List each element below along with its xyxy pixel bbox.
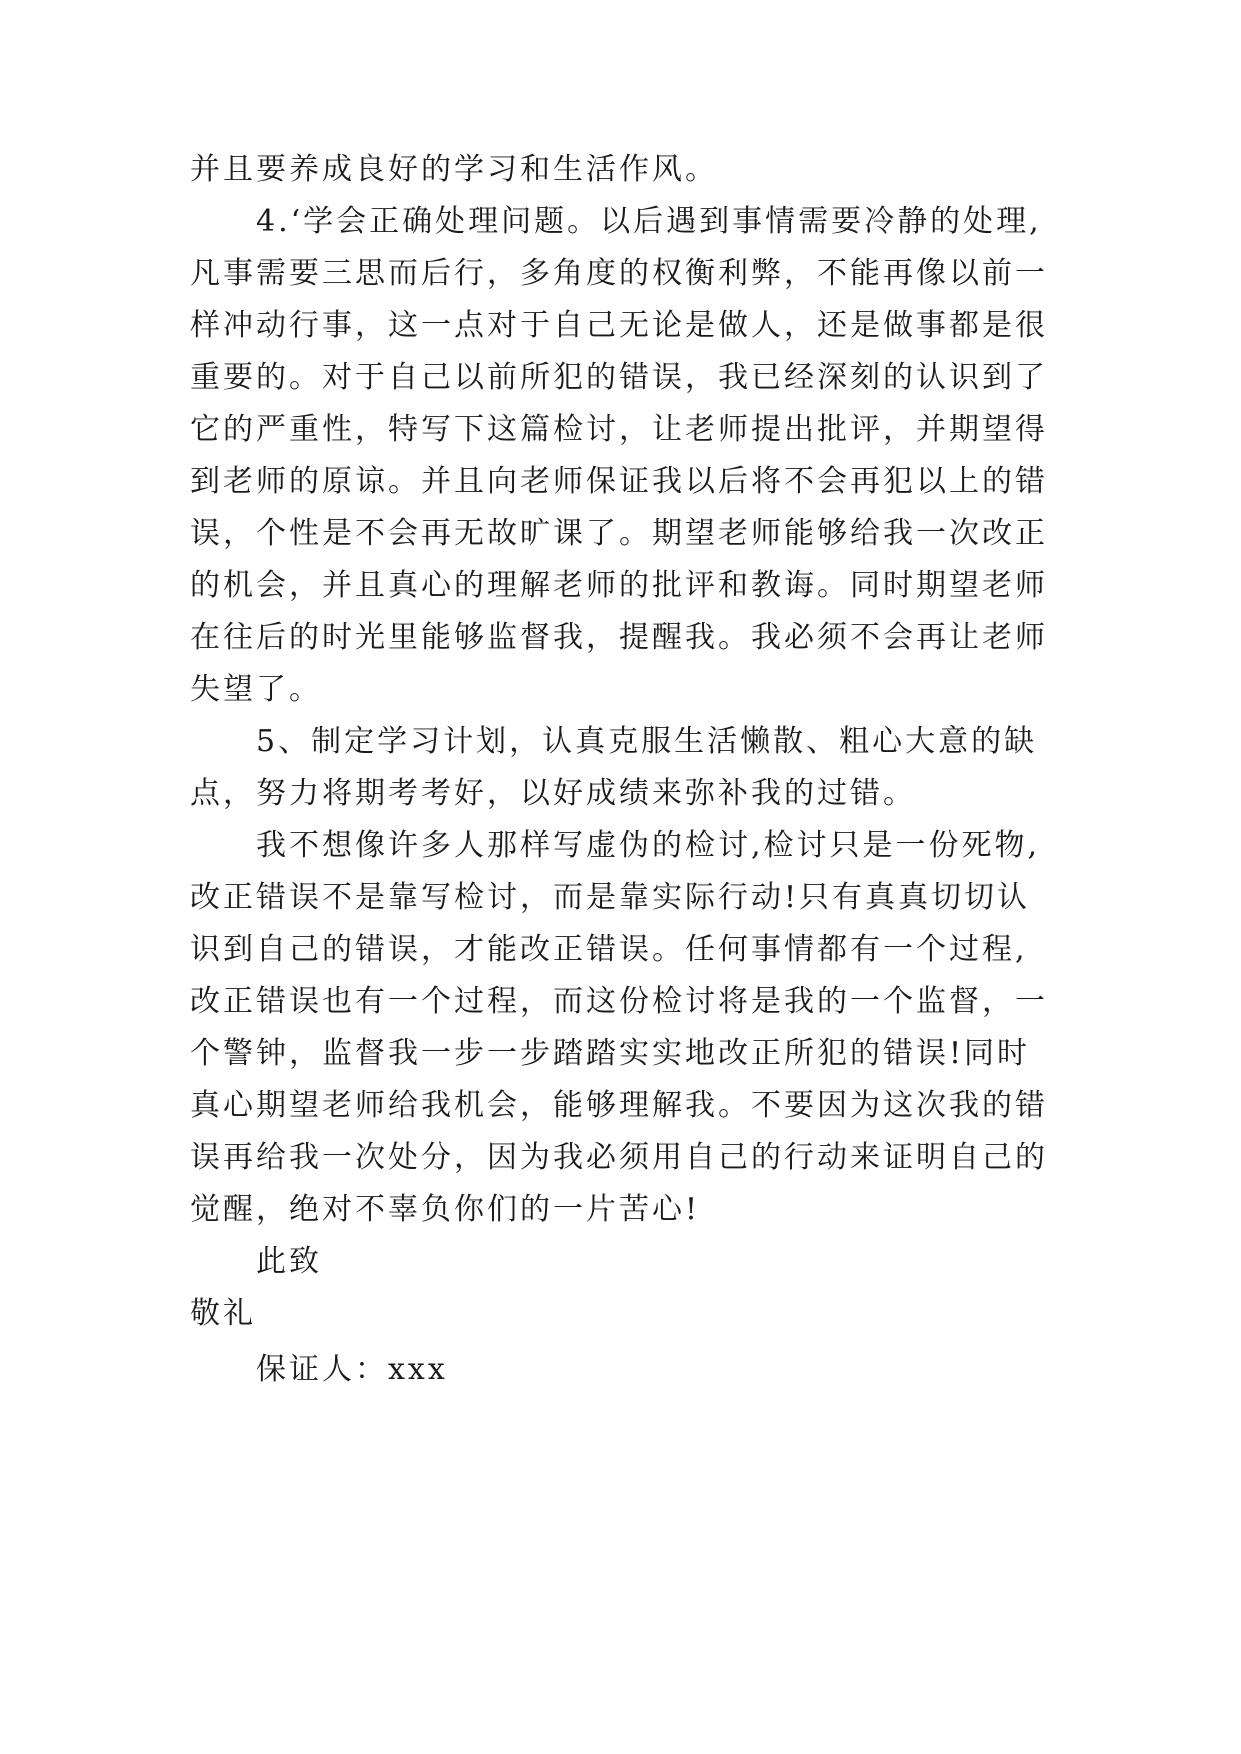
text-line: 样冲动行事，这一点对于自己无论是做人，还是做事都是很 xyxy=(190,308,1048,343)
text-line: 误再给我一次处分，因为我必须用自己的行动来证明自己的 xyxy=(190,1140,1048,1175)
text-line: 改正错误不是靠写检讨，而是靠实际行动!只有真真切切认 xyxy=(190,880,1031,915)
text-line: 改正错误也有一个过程，而这份检讨将是我的一个监督，一 xyxy=(190,984,1048,1019)
text-line: 在往后的时光里能够监督我，提醒我。我必须不会再让老师 xyxy=(190,620,1048,655)
text-line: 4.‘学会正确处理问题。以后遇到事情需要冷静的处理, xyxy=(256,204,1042,239)
text-line: 的机会，并且真心的理解老师的批评和教诲。同时期望老师 xyxy=(190,568,1048,603)
text-line: 误，个性是不会再无故旷课了。期望老师能够给我一次改正 xyxy=(190,516,1048,551)
text-line: 并且要养成良好的学习和生活作风。 xyxy=(190,152,718,187)
signature-line: 保证人：xxx xyxy=(256,1352,448,1387)
text-line: 觉醒，绝对不辜负你们的一片苦心! xyxy=(190,1192,701,1227)
text-line: 5、制定学习计划，认真克服生活懒散、粗心大意的缺 xyxy=(256,724,1038,759)
closing-regards: 敬礼 xyxy=(190,1296,256,1331)
text-line: 点，努力将期考考好，以好成绩来弥补我的过错。 xyxy=(190,776,916,811)
text-line: 重要的。对于自己以前所犯的错误，我已经深刻的认识到了 xyxy=(190,360,1048,395)
text-line: 失望了。 xyxy=(190,672,322,707)
text-line: 凡事需要三思而后行，多角度的权衡利弊，不能再像以前一 xyxy=(190,256,1048,291)
text-line: 真心期望老师给我机会，能够理解我。不要因为这次我的错 xyxy=(190,1088,1048,1123)
text-line: 它的严重性，特写下这篇检讨，让老师提出批评，并期望得 xyxy=(190,412,1048,447)
closing-salutation: 此致 xyxy=(256,1244,322,1279)
text-line: 识到自己的错误，才能改正错误。任何事情都有一个过程, xyxy=(190,932,1028,967)
text-line: 个警钟，监督我一步一步踏踏实实地改正所犯的错误!同时 xyxy=(190,1036,1031,1071)
text-line: 到老师的原谅。并且向老师保证我以后将不会再犯以上的错 xyxy=(190,464,1048,499)
text-line: 我不想像许多人那样写虚伪的检讨,检讨只是一份死物, xyxy=(256,828,1041,863)
